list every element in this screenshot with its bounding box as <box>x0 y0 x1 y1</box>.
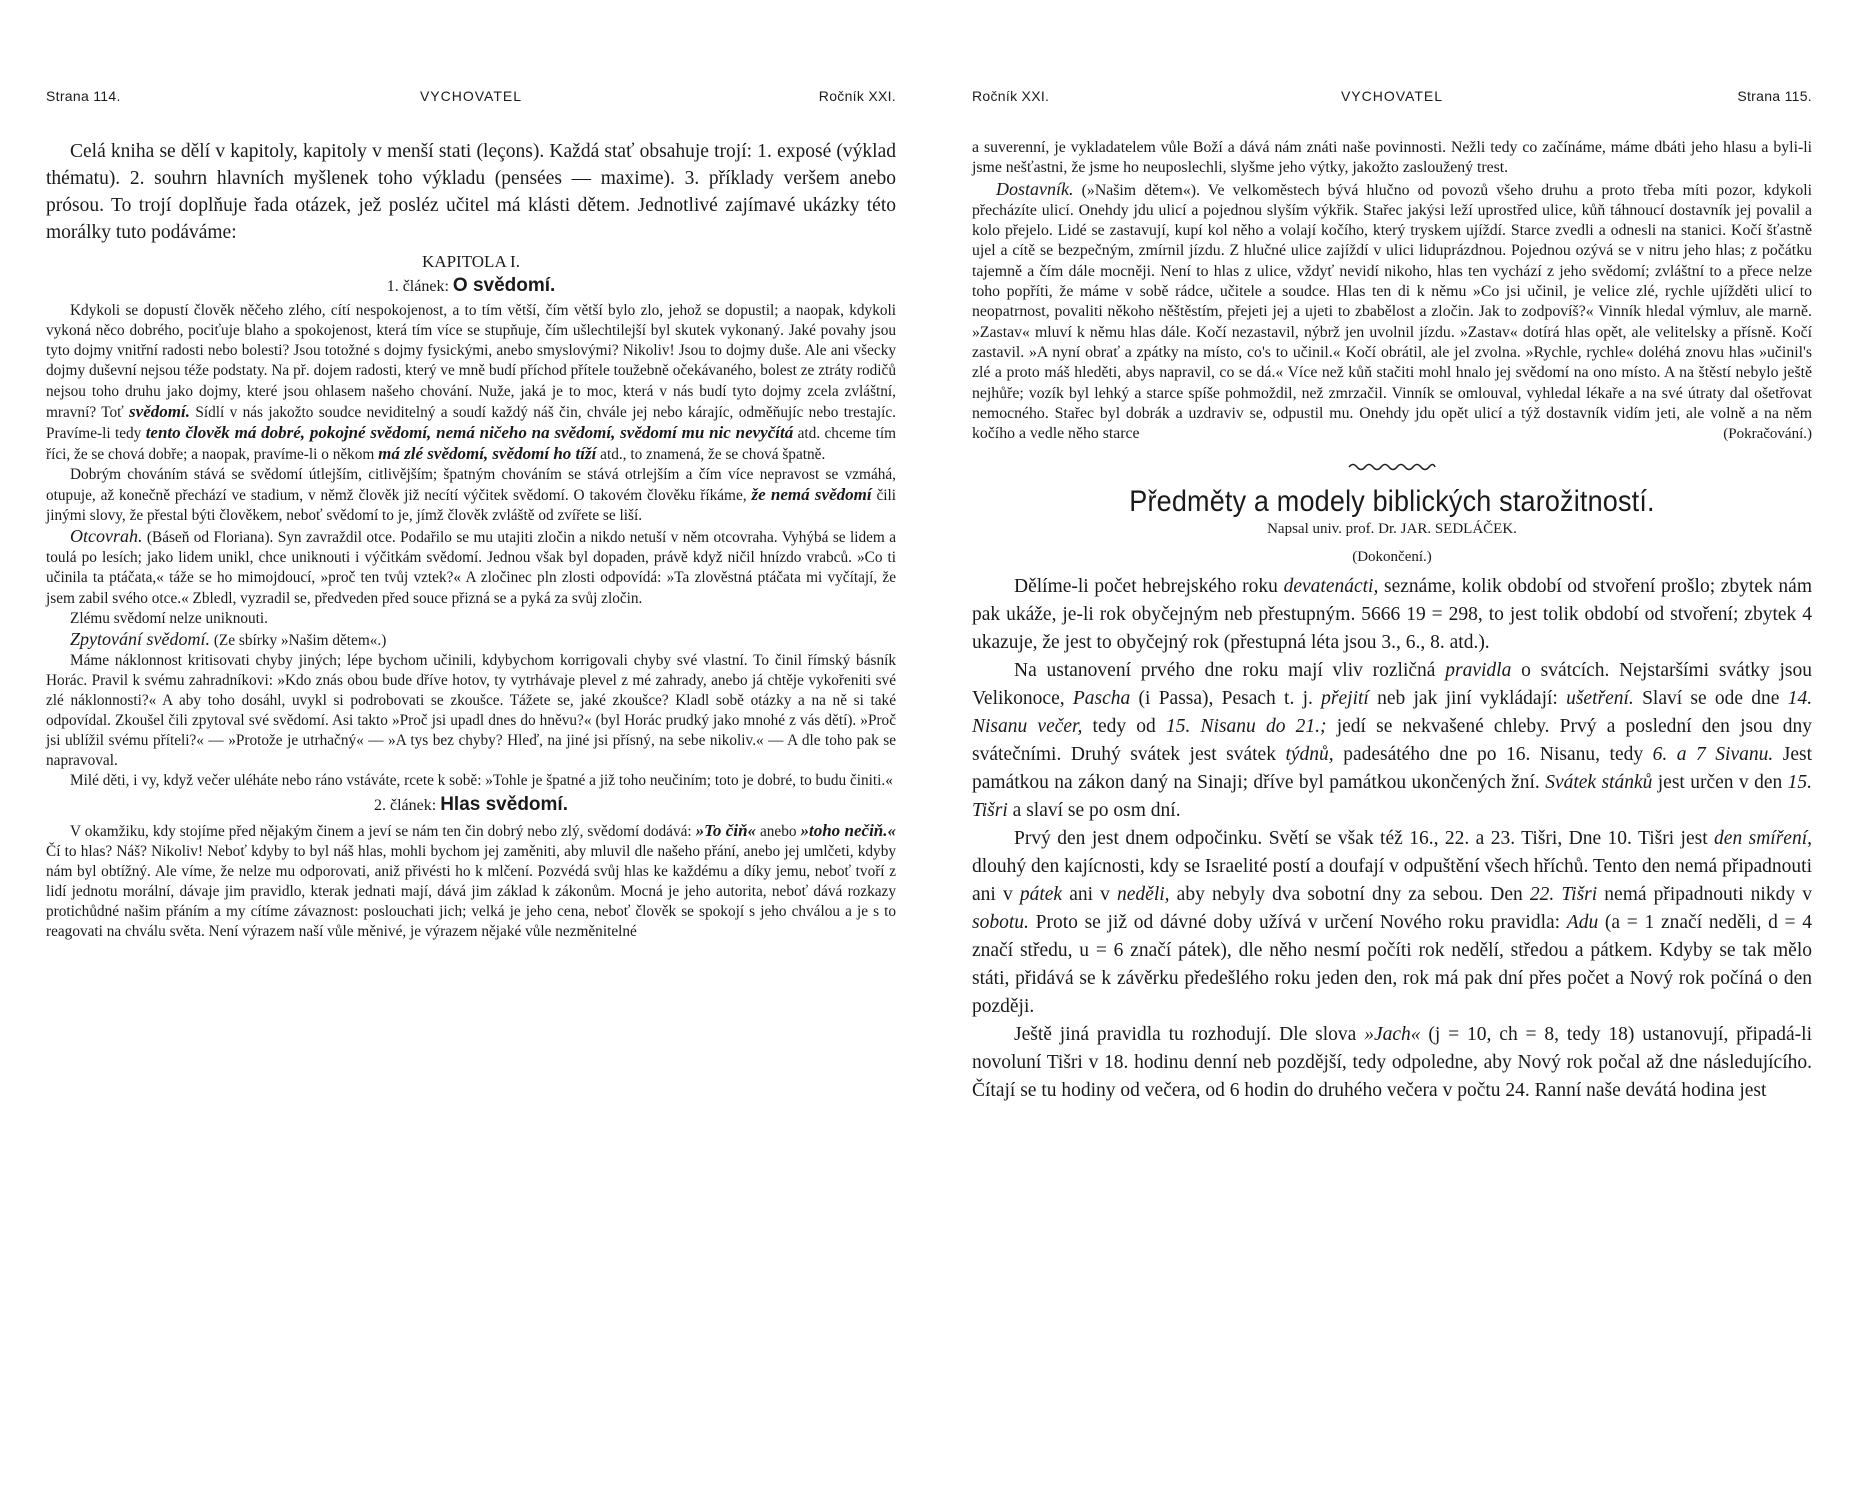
emphasis: »To čiň« <box>695 820 757 840</box>
emphasis: svědomí. <box>129 401 190 421</box>
journal-title: VYCHOVATEL <box>1340 88 1444 104</box>
emphasis: 15. Tišri <box>972 772 1812 822</box>
text-run: Prvý den jest dnem odpočinku. Světí se však též 16., 22. a 23. Tišri, Dne 10. Tišri jest <box>1014 828 1708 850</box>
article-title: O svědomí. <box>452 275 556 297</box>
emphasis: tento člověk má dobré, pokojné svědomí, nemá ničeho na svědomí, svědomí mu nic nevyčítá <box>145 422 794 442</box>
text-run: Slaví se ode dne <box>1642 688 1780 710</box>
article-body <box>972 573 1812 1105</box>
emphasis: přejití <box>1321 688 1369 710</box>
text-run: aby nebyly dva sobotní dny za sebou. Den <box>1176 884 1523 906</box>
emphasis: že nemá svědomí <box>751 485 872 505</box>
paragraph <box>972 573 1812 657</box>
wavy-divider-ornament <box>972 452 1812 482</box>
story-title: Zpytování svědomí. <box>70 628 210 649</box>
article-number: 2. článek: <box>374 797 437 815</box>
paragraph: Máme náklonnost kritisovati chyby jiných; lépe bychom učinili, kdybychom korrigovali chyby své vlastní. To činil římský básník Horác. Pravil k svému zahradníkovi: »Kdo znás obou bude dříve hotov, ty vytrhávaje plevel z mé zahrady, anebo já chtěje vykořeniti své zlé náklonnosti?« A aby toho dosáhl, uvykl si podrobovati se zkoušce. Tážete se, jaké zkoušce? Kladl sobě otázky a na ně si také odpovídal. Zkoušel čili zpytoval své svědomí. Asi takto »Proč jsi upadl dnes do hněvu?« (byl Horác prudký jako mnohé z vás dětí). »Proč jsi ublížil svému příteli?« — »Protože je utrhačný« — »A tys bez chyby? Hleď, na jiné jsi přísný, na sebe nikoliv.« — A dle toho pak se napravoval. <box>46 651 896 770</box>
paragraph <box>46 465 896 526</box>
text-run: nemá připadnouti nikdy v <box>1604 884 1812 906</box>
text-run: V okamžiku, kdy stojíme před nějakým činem a jeví se nám ten čin dobrý nebo zlý, svědomí dodává: <box>70 822 692 840</box>
article-title: Hlas svědomí. <box>440 794 568 816</box>
emphasis: Adu <box>1566 912 1599 934</box>
emphasis: neděli, <box>1117 884 1170 906</box>
emphasis: sobotu. <box>972 912 1029 934</box>
concluded-note: (Dokončení.) <box>1352 549 1432 566</box>
right-body-text <box>972 138 1812 1105</box>
journal-title: VYCHOVATEL <box>419 88 523 104</box>
text-run: tedy od <box>1092 716 1156 738</box>
text-run: Na ustanovení prvého dne roku mají vliv rozličná <box>1014 660 1436 682</box>
text-run: (Báseň od Floriana). Syn zavraždil otce. Podařilo se mu utajiti zločin a nikdo netuší v něm otcovraha. Vyhýbá se lidem a toulá po lesích; jako lidem unikl, chce uniknouti i výčitkám svědomí. Jednou však byl dopaden, právě když ničil hnízdo vrabců. »Co ti učinila ta ptáčata,« táže se ho mimojdoucí, »proč ten tvůj vztek?« A zločinec pln zlosti odpovídá: »Ta zlověstná ptáčata mi vyčítají, že jsem zabil svého otce.« Zbledl, vyzradil se, předveden před souce přizná se a pyká za svůj zločin. <box>46 529 896 607</box>
chapter-heading: KAPITOLA I. <box>422 252 520 271</box>
emphasis: 22. Tišri <box>1529 884 1598 906</box>
article-heading-2 <box>46 795 896 816</box>
paragraph <box>972 1021 1812 1105</box>
emphasis: Pascha <box>1072 688 1131 710</box>
paragraph <box>46 301 896 465</box>
paragraph <box>46 526 896 608</box>
emphasis: má zlé svědomí, svědomí ho tíží <box>378 443 597 463</box>
text-run: čili jinými slovy, že přestal býti člověkem, neboť svědomí to je, jímž člověk zvláště od zvířete se liší. <box>46 487 896 525</box>
emphasis: 14. Nisanu večer, <box>972 688 1813 738</box>
paragraph <box>972 657 1812 825</box>
text-run: seznáme, kolik období od stvoření prošlo; zbytek nám pak ukáže, je-li rok obyčejným neb přestupným. 5666 19 = 298, to jest tolik období od stvoření; zbytek 4 ukazuje, že jest to obyčejný rok (přestupná léta jsou 3., 6., 8. atd.). <box>972 576 1812 654</box>
paragraph <box>972 825 1812 1021</box>
text-run: (Ze sbírky »Našim dětem«.) <box>213 631 387 649</box>
text-run: Ještě jiná pravidla tu rozhodují. Dle slova <box>1014 1024 1357 1046</box>
text-run: dlouhý den kajícnosti, kdy se Israelité postí a doufají v odpuštění všech hříchů. Tento den nemá připadnouti ani v <box>972 856 1812 906</box>
text-run: (a = 1 značí neděli, d = 4 značí středu, u = 6 značí pátek), dle něho nesmí počíti rok nedělí, středou a pátkem. Kdyby se tak mělo státi, přidává se k závěrku předešlého roku jeden den, rok má pak dní přes počet a Nový rok počíná o den později. <box>972 912 1812 1018</box>
emphasis: týdnů, <box>1285 744 1334 766</box>
paragraph: Zlému svědomí nelze uniknouti. <box>70 609 268 627</box>
right-running-header <box>972 88 1812 108</box>
text-run: jest určen v den <box>1657 772 1783 794</box>
text-run: padesátého dne po 16. Nisanu, tedy <box>1343 744 1644 766</box>
emphasis: pravidla <box>1445 660 1512 682</box>
page-number: Strana 114. <box>46 88 121 104</box>
left-running-header <box>46 88 896 108</box>
article-number: 1. článek: <box>386 278 449 296</box>
story-title: Dostavník. <box>996 178 1074 199</box>
text-run: jedí se nekvašené chleby. Prvý a poslední den jsou dny svátečními. Druhý svátek jest svátek <box>972 716 1813 766</box>
emphasis: devatenácti, <box>1283 576 1379 598</box>
text-run: ani v <box>1069 884 1110 906</box>
text-run: Kdykoli se dopustí člověk něčeho zlého, cítí nespokojenost, a to tím větší, čím větší bylo zlo, jehož se dopustil; a naopak, kdykoli vykoná něco dobrého, pociťuje blaho a spokojenost, která tím více se stupňuje, čím ušlechtilejší byl skutek vykonaný. Jaké povahy jsou tyto dojmy vnitřní radosti nebo bolesti? Jsou totožné s dojmy fysickými, anebo smyslovými? Nikoliv! Jsou to dojmy duše. Ale ani všecky dojmy duševní nejsou téže podstaty. Na př. dojem radosti, který ve mně budí příchod přítele toužebně očekávaného, bolest ze ztráty rodičů nejsou toho druhu jako dojmy, které jsou ohlasem našeho chování. Nuže, jaká je to moc, která v nás budí tyto dojmy zcela zvláštní, mravní? Toť <box>46 302 896 421</box>
text-run: o svátcích. Nejstaršími svátky jsou Velikonoce, <box>972 660 1813 710</box>
to-be-continued: (Pokračování.) <box>1723 426 1812 443</box>
text-run: atd. chceme tím říci, že se chová dobře; a naopak, pravíme-li o někom <box>46 424 897 463</box>
text-run: Čí to hlas? Náš? Nikoliv! Neboť kdyby to byl náš hlas, mohli bychom jej zaměniti, aby mluvil dle našeho přání, anebo jej umlčeti, kdyby nám byl obtížný. Ale víme, že nelze mu odporovati, aniž přivésti ho k mlčení. Pozvédá svůj hlas ke každému a díky jemu, neboť tvoří z lidí jednotu morální, dávaje jim pravidlo, kterak jednati mají, dává jim základ k zákonům. Mocná je jeho autorita, neboť dává rozkazy protichůdné našim přáním a my cítíme závaznost: poslouchati jich; velká je jeho cena, neboť člověk se spokojí s jeho chválou a je s to reagovati na chválu světa. Není výrazem naší vůle měnivé, je výrazem nějaké vůle nezměnitelné <box>46 842 896 940</box>
paragraph: Milé děti, i vy, když večer uléháte nebo ráno vstáváte, rcete k sobě: »Tohle je špatné a již toho neučiním; toto je dobré, to budu činiti.« <box>70 772 893 790</box>
text-run: Dělíme-li počet hebrejského roku <box>1014 576 1278 598</box>
text-run: a slaví se po osm dní. <box>1012 800 1181 822</box>
text-run: anebo <box>759 822 797 840</box>
emphasis: »toho nečiň.« <box>800 820 896 840</box>
text-run: Proto se již od dávné doby užívá v určení Nového roku pravidla: <box>1035 912 1561 934</box>
emphasis: 15. Nisanu do 21.; <box>1165 716 1327 738</box>
volume-number: Ročník XXI. <box>818 88 896 104</box>
paragraph: a suverenní, je vykladatelem vůle Boží a dává nám znáti naše povinnosti. Nežli tedy co začínáme, máme dbáti jeho hlasu a byli-li jsme nešťastni, že jsme ho neuposlechli, slyšme jeho výtky, jakožto zasloužený trest. <box>972 139 1812 177</box>
text-run: atd., to znamená, že se chová špatně. <box>600 445 826 463</box>
text-run: Sídlí v nás jakožto soudce neviditelný a soudí každý náš čin, chvále jej nebo kárajíc, odměňujíc nebo trestajíc. Pravíme-li tedy <box>46 403 897 442</box>
left-body-text <box>46 138 896 942</box>
byline: Napsal univ. prof. Dr. JAR. SEDLÁČEK. <box>1267 520 1517 537</box>
text-run: Jest památkou na zákon daný na Sinaji; dříve byl památkou ukončených žní. <box>972 744 1813 794</box>
story-title: Otcovrah. <box>70 526 143 547</box>
text-run: (»Našim dětem«). Ve velkoměstech bývá hlučno od povozů všeho druhu a proto třeba míti pozor, kdykoli přecházíte ulicí. Onehdy jdu ulicí a pojednou slyším výkřik. Stařec jakýsi leží uprostřed ulice, kůň táhnoucí dostavník jej povalil a kolo přejelo. Lidé se zastavují, kupí kol něho a volají kočího, který tryskem ujíždí. Starce zvedli a odnesli na stanici. Kočí šťastně ujel a cítě se bezpečným, zmírnil jízdu. Z hlučné ulice zajíždí v ulici liduprázdnou. Pojednou ozývá se v nitru jeho hlas; z počátku tajemně a čím dále mocněji. Není to hlas z ulice, vždyť nevidí nikoho, hlas ten vychází z jeho svědomí; zvláštní to a přece nelze toho popříti, že máme v sobě rádce, učitele a soudce. Hlas ten di k němu »Co jsi učinil, je velice zlé, rychle ujížděti ulicí to neopatrnost, povaliti někoho něštěstím, přejeti jej a ujeti to zbabělost a zločin. Jak to zodpovíš?« Vinník hledal výmluv, ale marně. »Zastav« mluví k němu hlas dále. Kočí nezastavil, nýbrž jen uvolnil jízdu. »Zastav« dotírá hlas opět, ale velitelsky a přísně. Kočí zastavil. »A nyní obrať a zpátky na místo, co's to učinil.« Kočí obrátil, ale jel zvolna. »Rychle, rychle« doléhá znovu hlas »učinil's zlé a proto máš hleděti, abys napravil, co se dá.« Více než kůň stačiti mohl hnalo jej svědomí na ono místo. A na štěstí nebylo ještě nejhůře; vozík byl lehký a starce spíše pohmoždil, než zmrzačil. Vinník se omlouval, vyhledal lékaře a na své útraty dal ošetřovat nemocného. Stařec byl dobrák a uzdraviv se, odpustil mu. Onehdy jdu opět ulicí a týž dostavník vidím jeti, ale volně a na něm kočího a vedle něho starce <box>972 181 1813 443</box>
intro-paragraph: Celá kniha se dělí v kapitoly, kapitoly v menší stati (leçons). Každá stať obsahuje trojí: 1. exposé (výklad thématu). 2. souhrn hlavních myšlenek toho výkladu (pensées — maxime). 3. příklady veršem anebo prósou. To trojí doplňuje řada otázek, jež posléz učitel má klásti dětem. Jednotlivé zajímavé ukázky této morálky tuto podáváme: <box>46 141 896 243</box>
emphasis: ušetření. <box>1566 688 1634 710</box>
article-heading-1 <box>46 276 896 297</box>
text-run: (i Passa), Pesach t. j. <box>1138 688 1313 710</box>
paragraph <box>46 629 896 651</box>
volume-number: Ročník XXI. <box>972 88 1050 104</box>
paragraph <box>46 821 896 943</box>
page-number: Strana 115. <box>1737 88 1812 104</box>
emphasis: den smíření, <box>1714 828 1812 850</box>
emphasis: »Jach« <box>1364 1024 1421 1046</box>
emphasis: pátek <box>1019 884 1063 906</box>
paragraph <box>972 179 1812 445</box>
text-run: Dobrým chováním stává se svědomí útlejším, citlivějším; špatným chováním se stává otrlejším a čím více nepravost se vzmáhá, otupuje, až konečně přechází ve stadium, v němž člověk již necítí výčitek svědomí. O takovém člověku říkáme, <box>46 465 896 505</box>
article-title: Předměty a modely biblických starožitností. <box>1129 485 1655 519</box>
emphasis: 6. a 7 Sivanu. <box>1652 744 1774 766</box>
text-run: (j = 10, ch = 8, tedy 18) ustanovují, připadá-li novoluní Tišri v 18. hodinu denní neb pozdější, tedy odpoledne, aby Nový rok počal až dne následujícího. Čítají se tu hodiny od večera, od 6 hodin do druhého večera v počtu 24. Ranní naše devátá hodina jest <box>972 1024 1813 1102</box>
text-run: neb jak jiní vykládají: <box>1377 688 1558 710</box>
emphasis: Svátek stánků <box>1545 772 1653 794</box>
